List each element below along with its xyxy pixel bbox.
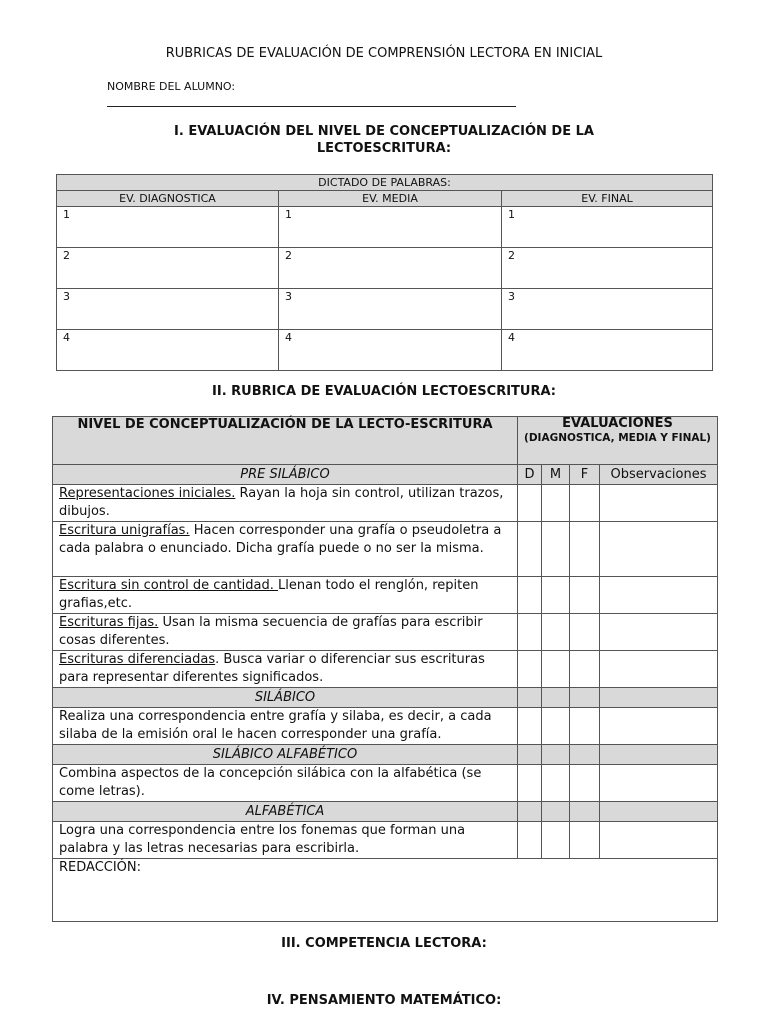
student-name-label: NOMBRE DEL ALUMNO: [107, 80, 236, 93]
dictation-cell: 2 [502, 248, 713, 289]
rubric-text: Llenan todo el renglón, repiten grafias,etc. [59, 578, 479, 611]
check-cell[interactable] [570, 765, 600, 802]
redaccion-cell[interactable]: REDACCIÓN: [53, 859, 718, 922]
section-4-title: IV. PENSAMIENTO MATEMÁTICO: [266, 993, 502, 1008]
category-fill [542, 688, 570, 708]
check-cell[interactable] [518, 577, 542, 614]
rubric-description: Realiza una correspondencia entre grafía y silaba, es decir, a cada silaba de la emisión oral le hacen corresponder una grafía. [53, 708, 518, 745]
observation-cell[interactable] [600, 708, 718, 745]
category-silabico: SILÁBICO [53, 688, 518, 708]
rubric-term: Escrituras fijas. [59, 615, 159, 630]
category-fill [600, 688, 718, 708]
rubric-table [52, 416, 718, 922]
category-fill [600, 745, 718, 765]
section-1-title: I. EVALUACIÓN DEL NIVEL DE CONCEPTUALIZACIÓN DE LA LECTOESCRITURA: [174, 124, 594, 156]
category-fill [570, 745, 600, 765]
observation-cell[interactable] [600, 765, 718, 802]
evaluations-subtitle: (DIAGNOSTICA, MEDIA Y FINAL) [524, 432, 711, 444]
table-row [53, 485, 718, 522]
rubric-description [53, 651, 518, 688]
rubric-term: Escritura sin control de cantidad. [59, 578, 279, 593]
rubric-description [53, 614, 518, 651]
dictation-cell: 4 [502, 330, 713, 371]
table-row [53, 614, 718, 651]
table-row [53, 765, 718, 802]
check-cell[interactable] [542, 651, 570, 688]
table-row [53, 522, 718, 577]
check-cell[interactable] [570, 522, 600, 577]
check-cell[interactable] [518, 822, 542, 859]
check-cell[interactable] [518, 522, 542, 577]
category-fill [518, 688, 542, 708]
check-cell[interactable] [518, 765, 542, 802]
dictation-cell: 1 [279, 207, 502, 248]
check-cell[interactable] [542, 708, 570, 745]
category-silabico-alfabetico: SILÁBICO ALFABÉTICO [53, 745, 518, 765]
check-cell[interactable] [518, 614, 542, 651]
rubric-main-header: NIVEL DE CONCEPTUALIZACIÓN DE LA LECTO-ESCRITURA [53, 417, 518, 465]
rubric-description: Logra una correspondencia entre los fonemas que forman una palabra y las letras necesarias para escribirla. [53, 822, 518, 859]
table-row [53, 577, 718, 614]
check-cell[interactable] [518, 708, 542, 745]
dictation-cell: 1 [502, 207, 713, 248]
table-row [53, 822, 718, 859]
category-fill [518, 745, 542, 765]
dictation-cell: 4 [279, 330, 502, 371]
check-cell[interactable] [542, 485, 570, 522]
column-observaciones: Observaciones [600, 465, 718, 485]
table-row [53, 708, 718, 745]
category-fill [518, 802, 542, 822]
observation-cell[interactable] [600, 577, 718, 614]
check-cell[interactable] [518, 651, 542, 688]
category-fill [542, 802, 570, 822]
rubric-description [53, 522, 518, 577]
document-title: RUBRICAS DE EVALUACIÓN DE COMPRENSIÓN LECTORA EN INICIAL [165, 46, 603, 61]
check-cell[interactable] [570, 577, 600, 614]
dictation-cell: 3 [502, 289, 713, 330]
section-3-title: III. COMPETENCIA LECTORA: [281, 936, 487, 951]
rubric-description [53, 577, 518, 614]
evaluations-title: EVALUACIONES [562, 416, 673, 431]
check-cell[interactable] [542, 522, 570, 577]
table-row [53, 651, 718, 688]
rubric-text: Hacen corresponder una grafía o pseudoletra a cada palabra o enunciado. Dicha grafía puede o no ser la misma. [59, 523, 502, 556]
evaluations-header [518, 417, 718, 465]
check-cell[interactable] [542, 577, 570, 614]
dictation-cell: 2 [57, 248, 279, 289]
observation-cell[interactable] [600, 822, 718, 859]
observation-cell[interactable] [600, 522, 718, 577]
rubric-text: Rayan la hoja sin control, utilizan trazos, dibujos. [59, 486, 504, 519]
check-cell[interactable] [542, 765, 570, 802]
check-cell[interactable] [570, 708, 600, 745]
rubric-term: Escritura unigrafías. [59, 523, 190, 538]
dictation-cell: 2 [279, 248, 502, 289]
column-d: D [518, 465, 542, 485]
rubric-term: Representaciones iniciales. [59, 486, 236, 501]
column-f: F [570, 465, 600, 485]
check-cell[interactable] [518, 485, 542, 522]
check-cell[interactable] [570, 651, 600, 688]
check-cell[interactable] [570, 485, 600, 522]
dictation-cell: 3 [57, 289, 279, 330]
column-ev-final: EV. FINAL [502, 191, 713, 207]
rubric-description: Combina aspectos de la concepción silábica con la alfabética (se come letras). [53, 765, 518, 802]
category-fill [570, 802, 600, 822]
dictation-cell: 4 [57, 330, 279, 371]
category-alfabetica: ALFABÉTICA [53, 802, 518, 822]
column-ev-diagnostica: EV. DIAGNOSTICA [57, 191, 279, 207]
observation-cell[interactable] [600, 651, 718, 688]
rubric-text: . Busca variar o diferenciar sus escrituras para representar diferentes significados. [59, 652, 485, 685]
dictation-cell: 1 [57, 207, 279, 248]
dictation-cell: 3 [279, 289, 502, 330]
column-ev-media: EV. MEDIA [279, 191, 502, 207]
section-2-title: II. RUBRICA DE EVALUACIÓN LECTOESCRITURA: [212, 384, 556, 399]
check-cell[interactable] [570, 822, 600, 859]
rubric-text: Usan la misma secuencia de grafías para escribir cosas diferentes. [59, 615, 483, 648]
dictation-header: DICTADO DE PALABRAS: [57, 175, 713, 191]
category-pre-silabico: PRE SILÁBICO [53, 465, 518, 485]
check-cell[interactable] [570, 614, 600, 651]
student-name-line [107, 106, 516, 107]
rubric-description [53, 485, 518, 522]
check-cell[interactable] [542, 822, 570, 859]
observation-cell[interactable] [600, 485, 718, 522]
category-fill [600, 802, 718, 822]
column-m: M [542, 465, 570, 485]
check-cell[interactable] [542, 614, 570, 651]
category-fill [570, 688, 600, 708]
rubric-term: Escrituras diferenciadas [59, 652, 216, 667]
dictation-table [56, 174, 713, 371]
observation-cell[interactable] [600, 614, 718, 651]
category-fill [542, 745, 570, 765]
